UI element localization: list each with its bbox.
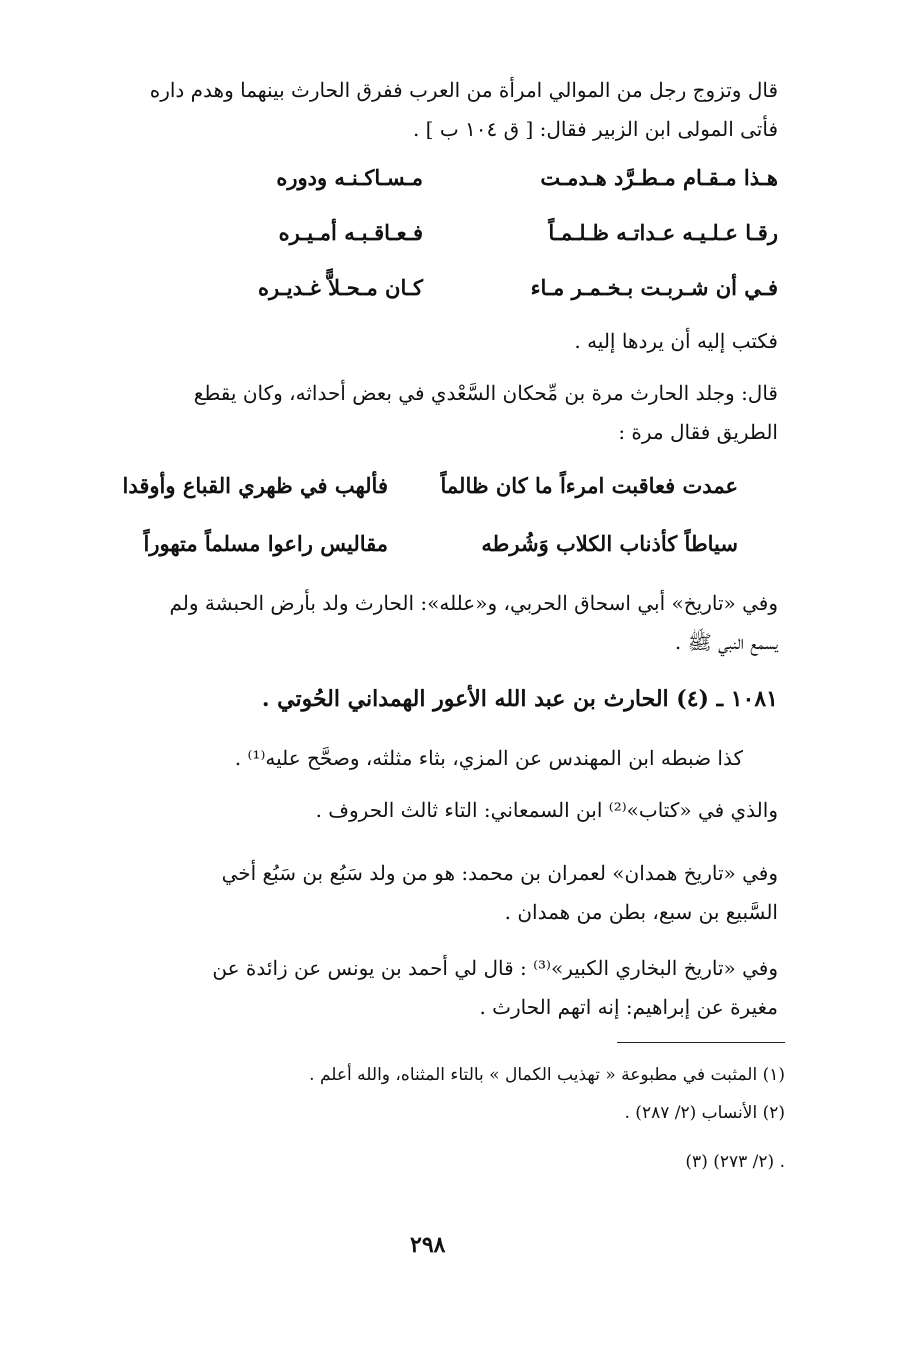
paragraph-4-line-2: يسمع النبي ﷺ . — [674, 630, 778, 654]
poem-1-verse-1-left: مـسـاكـنـه ودوره — [276, 165, 423, 190]
footnote-3: (٣) (٢/ ٢٧٣) . — [685, 1152, 785, 1172]
paragraph-6: والذي في «كتاب»⁽²⁾ ابن السمعاني: التاء ثالث الحروف . — [315, 798, 778, 822]
poem-1-verse-2-left: فـعـاقـبـه أمـيـره — [278, 220, 423, 245]
footnote-separator — [617, 1042, 785, 1043]
page-number: ٢٩٨ — [410, 1232, 446, 1258]
poem-1-verse-3-left: كـان مـحـلاًّ غـديـره — [258, 275, 423, 300]
poem-2-verse-2-left: مقاليس راعوا مسلماً متهوراً — [143, 531, 388, 556]
poem-1-verse-3-right: فـي أن شـربـت بـخـمـر مـاء — [530, 275, 778, 300]
paragraph-3-line-2: الطريق فقال مرة : — [618, 420, 778, 444]
footnote-1: (١) المثبت في مطبوعة « تهذيب الكمال » بالتاء المثناه، والله أعلم . — [309, 1065, 785, 1085]
paragraph-3-line-1: قال: وجلد الحارث مرة بن مِّحكان السَّعْدي في بعض أحداثه، وكان يقطع — [193, 381, 778, 405]
entry-heading: ١٠٨١ ـ (٤) الحارث بن عبد الله الأعور الهمداني الحُوتي . — [261, 686, 778, 712]
paragraph-1-line-1: قال وتزوج رجل من الموالي امرأة من العرب ففرق الحارث بينهما وهدم داره — [149, 78, 778, 102]
paragraph-7-line-2: السَّبيع بن سبع، بطن من همدان . — [504, 900, 778, 924]
poem-2-verse-2-right: سياطاً كأذناب الكلاب وَشُرطه — [481, 531, 738, 556]
paragraph-4-line-1: وفي «تاريخ» أبي اسحاق الحربي، و«علله»: الحارث ولد بأرض الحبشة ولم — [169, 591, 778, 615]
poem-2-verse-1-left: فألهب في ظهري القباع وأوقدا — [122, 473, 388, 498]
paragraph-8-line-2: مغيرة عن إبراهيم: إنه اتهم الحارث . — [479, 995, 778, 1019]
paragraph-2: فكتب إليه أن يردها إليه . — [574, 329, 778, 353]
poem-1-verse-2-right: رقـا عـلـيـه عـداتـه ظـلـمـاً — [548, 220, 778, 245]
poem-2-verse-1-right: عمدت فعاقبت امرءاً ما كان ظالماً — [440, 473, 738, 498]
paragraph-7-line-1: وفي «تاريخ همدان» لعمران بن محمد: هو من ولد سَبُع بن سَبُع أخي — [221, 861, 778, 885]
poem-1-verse-1-right: هـذا مـقـام مـطـرَّد هـدمـت — [540, 165, 778, 190]
paragraph-1-line-2: فأتى المولى ابن الزبير فقال: [ ق ١٠٤ ب ] . — [412, 117, 778, 141]
footnote-2: (٢) الأنساب (٢/ ٢٨٧) . — [624, 1103, 785, 1123]
paragraph-8-line-1: وفي «تاريخ البخاري الكبير»⁽³⁾ : قال لي أحمد بن يونس عن زائدة عن — [212, 956, 778, 980]
paragraph-5: كذا ضبطه ابن المهندس عن المزي، بثاء مثلثه، وصحَّح عليه⁽¹⁾ . — [234, 746, 743, 770]
